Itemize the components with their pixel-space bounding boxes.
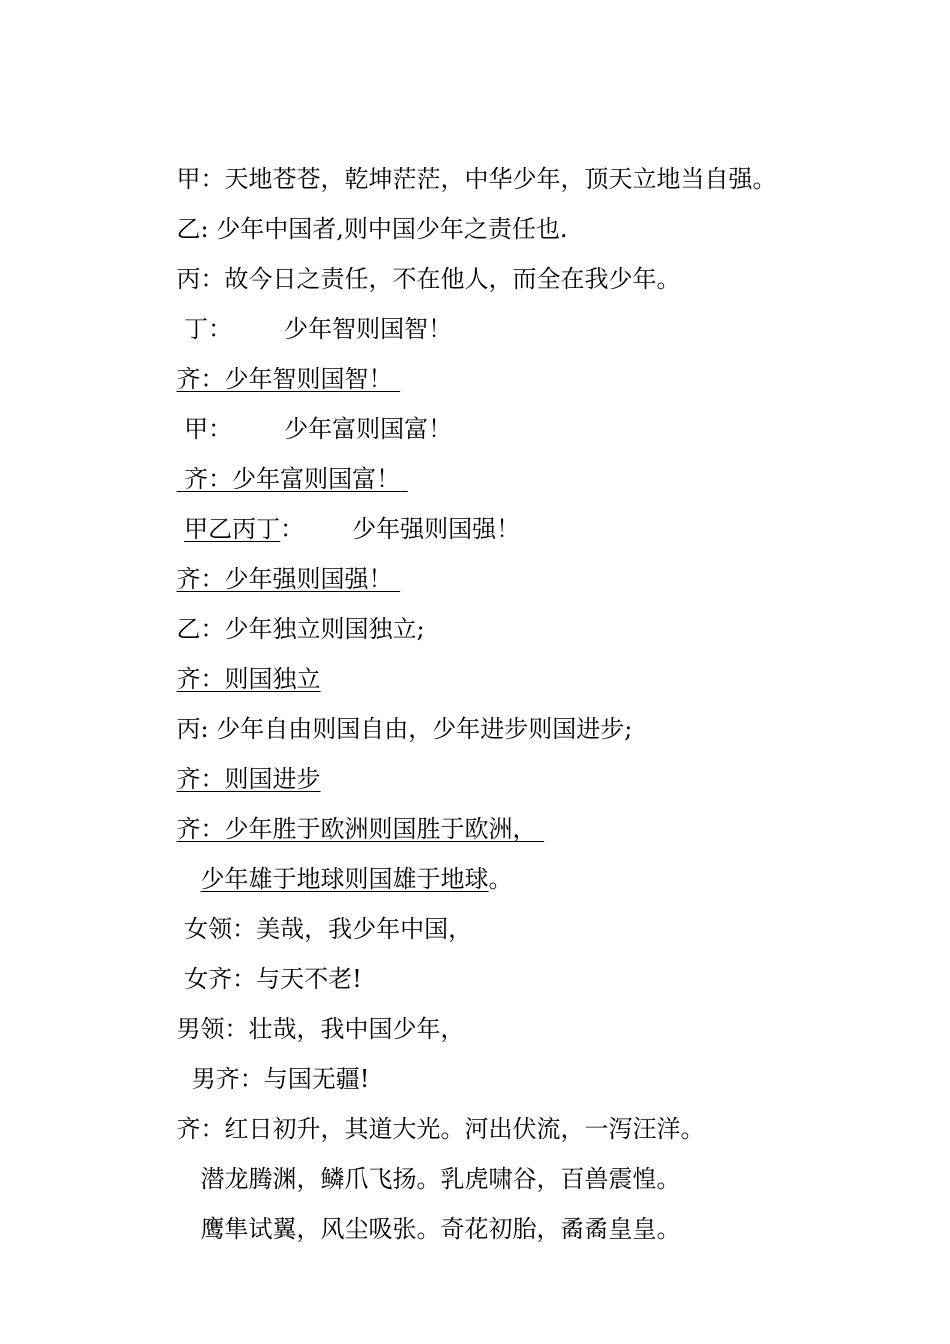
- line-text-underlined: 少年雄于地球则国雄于地球: [200, 865, 489, 893]
- line-text: 少年智则国智！: [284, 315, 453, 343]
- line-text-underlined: 齐：少年胜于欧洲则国胜于欧洲，: [176, 815, 537, 843]
- speaker-colon: ：: [280, 515, 305, 543]
- speaker-label-underlined: 甲乙丙丁: [184, 515, 281, 543]
- line-text: 齐：红日初升，其道大光。河出伏流，一泻汪洋。: [176, 1115, 705, 1143]
- line-text: 乙：少年独立则国独立;: [176, 615, 425, 643]
- line-text: 甲：天地苍苍，乾坤茫茫，中华少年，顶天立地当自强。: [176, 165, 777, 193]
- underline-blank: [537, 814, 595, 844]
- line-text: 丙：故今日之责任，不在他人，而全在我少年。: [176, 265, 681, 293]
- line-text: 潜龙腾渊，鳞爪飞扬。乳虎啸谷，百兽震惶。: [200, 1165, 681, 1193]
- line-text: 丙: 少年自由则国自由，少年进步则国进步;: [176, 715, 633, 743]
- line-text: 少年强则国强！: [352, 515, 521, 543]
- line-text-underlined: 齐：则国进步: [176, 765, 321, 793]
- line-text-underlined: 齐：则国独立: [176, 665, 321, 693]
- line-text: 女领：美哉，我少年中国，: [176, 915, 473, 943]
- line-text-underlined: 齐：少年强则国强！: [176, 565, 393, 593]
- line-text: 乙: 少年中国者,则中国少年之责任也.: [176, 215, 568, 243]
- line-text: 少年富则国富！: [284, 415, 453, 443]
- line-falcon: [170, 1184, 681, 1274]
- line-text: 女齐：与天不老!: [176, 965, 362, 993]
- line-text: 男齐：与国无疆!: [176, 1065, 370, 1093]
- line-text-underlined: 齐：少年智则国智！: [176, 365, 393, 393]
- speaker-label: 甲：: [176, 415, 233, 443]
- line-end-punctuation: 。: [488, 865, 513, 893]
- line-text: 男领：壮哉，我中国少年，: [176, 1015, 465, 1043]
- line-text: 鹰隼试翼，风尘吸张。奇花初胎，矞矞皇皇。: [200, 1215, 681, 1243]
- line-text-underlined: 齐：少年富则国富！: [176, 465, 401, 493]
- speaker-label: 丁：: [176, 315, 233, 343]
